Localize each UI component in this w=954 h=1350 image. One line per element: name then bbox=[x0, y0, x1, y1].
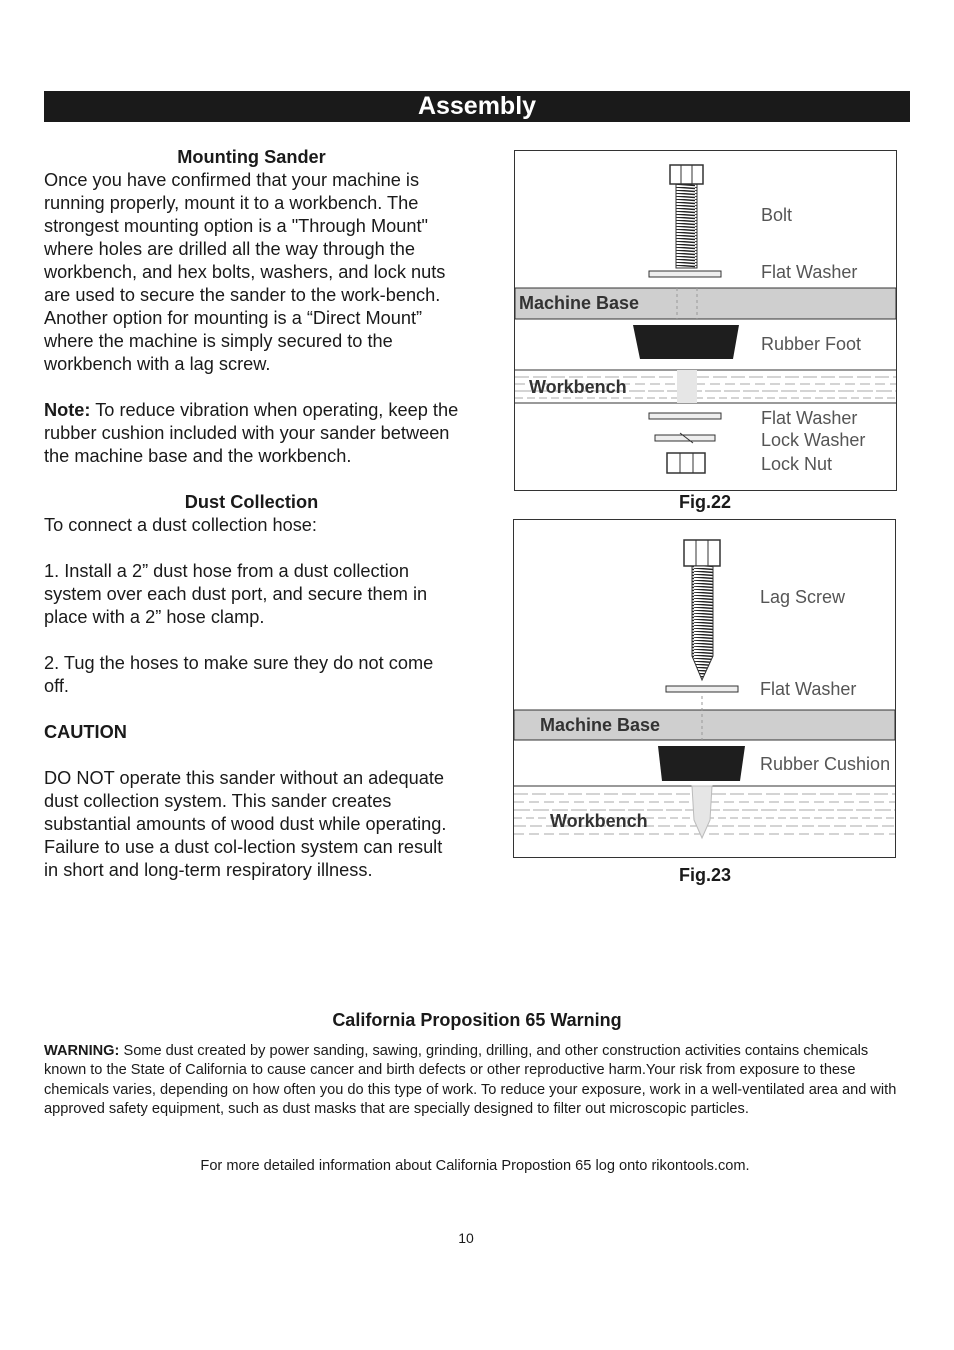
fig23-workbench-label: Workbench bbox=[550, 811, 648, 831]
section-banner: Assembly bbox=[44, 91, 910, 122]
lock-washer bbox=[655, 435, 715, 441]
fig22-workbench-label: Workbench bbox=[529, 377, 627, 397]
caution-title: CAUTION bbox=[44, 722, 127, 742]
flat-washer-top bbox=[649, 271, 721, 277]
fig22-diagram bbox=[514, 150, 897, 491]
fig23-caption: Fig.23 bbox=[678, 865, 731, 885]
dust-intro: To connect a dust collection hose: bbox=[44, 515, 317, 535]
dust-step-1: 1. Install a 2” dust hose from a dust collection system over each dust port, and secure them in place with a 2” hose clamp. bbox=[44, 561, 428, 627]
bolt-shaft bbox=[676, 184, 697, 268]
flat-washer bbox=[666, 686, 738, 692]
warning-label: WARNING: bbox=[44, 1043, 120, 1059]
fig22-caption: Fig.22 bbox=[678, 492, 731, 512]
lock-washer-label: Lock Washer bbox=[761, 430, 866, 450]
lock-nut bbox=[667, 453, 705, 473]
page-number: 10 bbox=[458, 1230, 474, 1246]
lag-screw-head bbox=[684, 540, 720, 566]
bolt-label: Bolt bbox=[761, 205, 793, 225]
mounting-heading: Mounting Sander bbox=[177, 147, 326, 167]
fig23-machine-base-label: Machine Base bbox=[540, 715, 661, 735]
rubber-foot bbox=[633, 325, 739, 359]
lock-nut-label: Lock Nut bbox=[761, 454, 833, 474]
rubber-cushion bbox=[658, 746, 745, 781]
prop65-warning bbox=[44, 1042, 910, 1120]
dust-step-2: 2. Tug the hoses to make sure they do not come off. bbox=[44, 653, 434, 696]
fig22-machine-base-label: Machine Base bbox=[519, 293, 640, 313]
left-column bbox=[44, 146, 459, 882]
flat-washer-2-label: Flat Washer bbox=[761, 408, 858, 428]
dust-heading: Dust Collection bbox=[184, 492, 319, 512]
prop65-more-info: For more detailed information about California Propostion 65 log onto rikontools.com. bbox=[200, 1158, 750, 1174]
rubber-foot-label: Rubber Foot bbox=[761, 334, 862, 354]
note-text: To reduce vibration when operating, keep the rubber cushion included with your sander between the machine base and the workbench. bbox=[44, 400, 459, 466]
flat-washer-label: Flat Washer bbox=[761, 262, 858, 282]
bolt-head bbox=[670, 165, 703, 184]
prop65-title: California Proposition 65 Warning bbox=[332, 1010, 622, 1030]
flat-washer-bottom bbox=[649, 413, 721, 419]
fig23-diagram bbox=[513, 519, 896, 858]
warning-text: Some dust created by power sanding, sawing, grinding, drilling, and other construction activities contains chemicals known to the State of California to cause cancer and birth defects or other reproductive harm.Your risk from exposure to these chemicals varies, depending on how often you do this type of work. To reduce your exposure, work in a well-ventilated area and with approved safety equipment, such as dust masks that are specially designed to filter out microscopic particles. bbox=[44, 1043, 897, 1118]
flat-washer-label: Flat Washer bbox=[760, 679, 857, 699]
note-paragraph bbox=[44, 399, 459, 468]
mounting-body: Once you have confirmed that your machine is running properly, mount it to a workbench. The strongest mounting option is a "Through Mount" where holes are drilled all the way through the workbench, and hex bolts, washers, and lock nuts are used to secure the sander to the work-bench. Another option for mounting is a “Direct Mount” where the machine is simply secured to the workbench with a lag screw. bbox=[44, 170, 446, 374]
caution-text: DO NOT operate this sander without an adequate dust collection system. This sander creates substantial amounts of wood dust while operating. Failure to use a dust col-lection system can result in short and long-term respiratory illness. bbox=[44, 768, 447, 880]
note-label: Note: bbox=[44, 400, 91, 420]
rubber-cushion-label: Rubber Cushion bbox=[760, 754, 891, 774]
lag-screw-label: Lag Screw bbox=[760, 587, 846, 607]
lag-screw-shaft bbox=[692, 566, 713, 680]
